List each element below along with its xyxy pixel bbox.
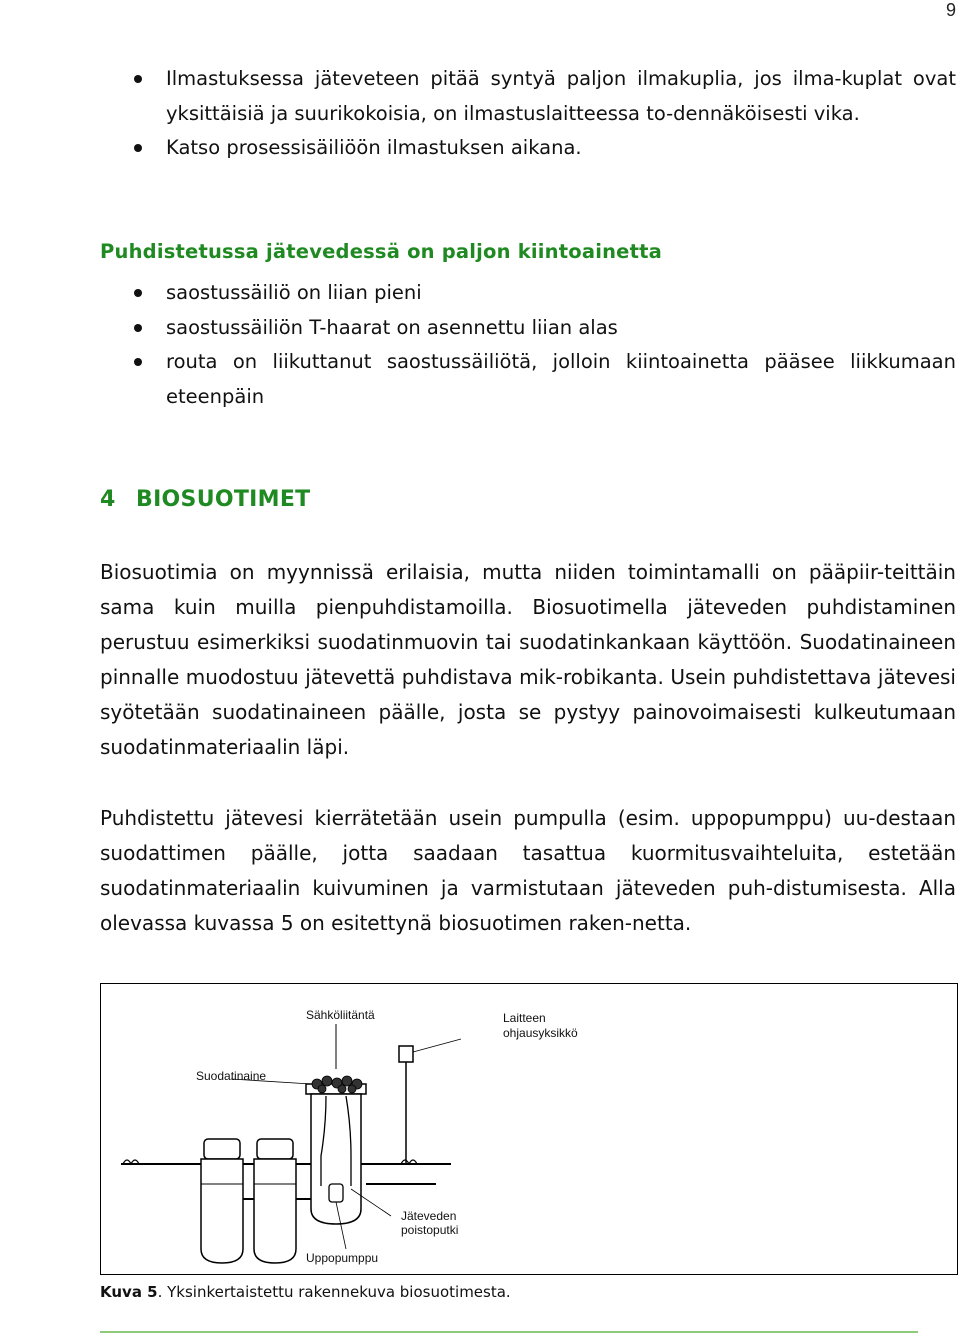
page-number: 9 <box>945 0 956 20</box>
paragraph: Puhdistettu jätevesi kierrätetään usein pumpulla (esim. uppopumppu) uu-destaan suodattimen päälle, jotta saadaan tasattua kuormitusvaihteluita, estetään suodatinmateriaalin kuivuminen ja varmistutaan jäteveden puh-distumisesta. Alla olevassa kuvassa 5 on esitettynä biosuotimen raken-netta. <box>100 806 956 935</box>
list-item: saostussäiliö on liian pieni <box>100 276 956 311</box>
label-filter-media: Suodatinaine <box>196 1069 267 1083</box>
septic-tank-icon <box>201 1139 243 1263</box>
list-item: Ilmastuksessa jäteveteen pitää syntyä paljon ilmakuplia, jos ilma-kuplat ovat yksittäisiä ja suurikokoisia, on ilmastuslaitteessa to-dennäköisesti vika. <box>100 62 956 131</box>
figure-caption <box>100 1283 511 1301</box>
section-title: BIOSUOTIMET <box>136 487 311 512</box>
caption-text: . Yksinkertaistettu rakennekuva biosuotimesta. <box>157 1283 511 1301</box>
control-unit-icon <box>399 1046 413 1164</box>
label-outlet-1: Jäteveden <box>401 1209 457 1223</box>
figure-biofilter-diagram <box>100 983 958 1275</box>
list-item: saostussäiliön T-haarat on asennettu liian alas <box>100 311 956 346</box>
footer-divider <box>100 1331 918 1333</box>
label-outlet-2: poistoputki <box>401 1223 459 1237</box>
septic-tank-icon <box>254 1139 296 1263</box>
bullet-list-causes <box>100 276 956 414</box>
bullet-list-aeration <box>100 62 956 166</box>
list-item: Katso prosessisäiliöön ilmastuksen aikana. <box>100 131 956 166</box>
label-control-1: Laitteen <box>503 1011 546 1025</box>
paragraph: Biosuotimia on myynnissä erilaisia, mutta niiden toimintamalli on pääpiir-teittäin sama kuin muilla pienpuhdistamoilla. Biosuotimella jäteveden puhdistaminen perustuu esimerkiksi suodatinmuovin tai suodatinkankaan käyttöön. Suodatinaineen pinnalle muodostuu jätevettä puhdistava mik-robikanta. Usein puhdistettava jätevesi syötetään suodatinaineen päälle, josta se pystyy painovoimaisesti kulkeutumaan suodatinmateriaalin läpi. <box>100 560 956 759</box>
label-pump: Uppopumppu <box>306 1251 379 1265</box>
biofilter-tank-icon <box>306 1076 366 1224</box>
label-power: Sähköliitäntä <box>306 1008 375 1022</box>
subheading-suspended-solids: Puhdistetussa jätevedessä on paljon kiintoainetta <box>100 240 662 263</box>
caption-label: Kuva 5 <box>100 1283 158 1301</box>
section-number: 4 <box>100 487 116 512</box>
list-item: routa on liikuttanut saostussäiliötä, jolloin kiintoainetta pääsee liikkumaan eteenpäin <box>100 345 956 414</box>
pump-icon <box>329 1184 343 1202</box>
section-heading <box>100 487 311 512</box>
label-control-2: ohjausyksikkö <box>503 1026 578 1040</box>
biofilter-illustration <box>101 984 959 1276</box>
